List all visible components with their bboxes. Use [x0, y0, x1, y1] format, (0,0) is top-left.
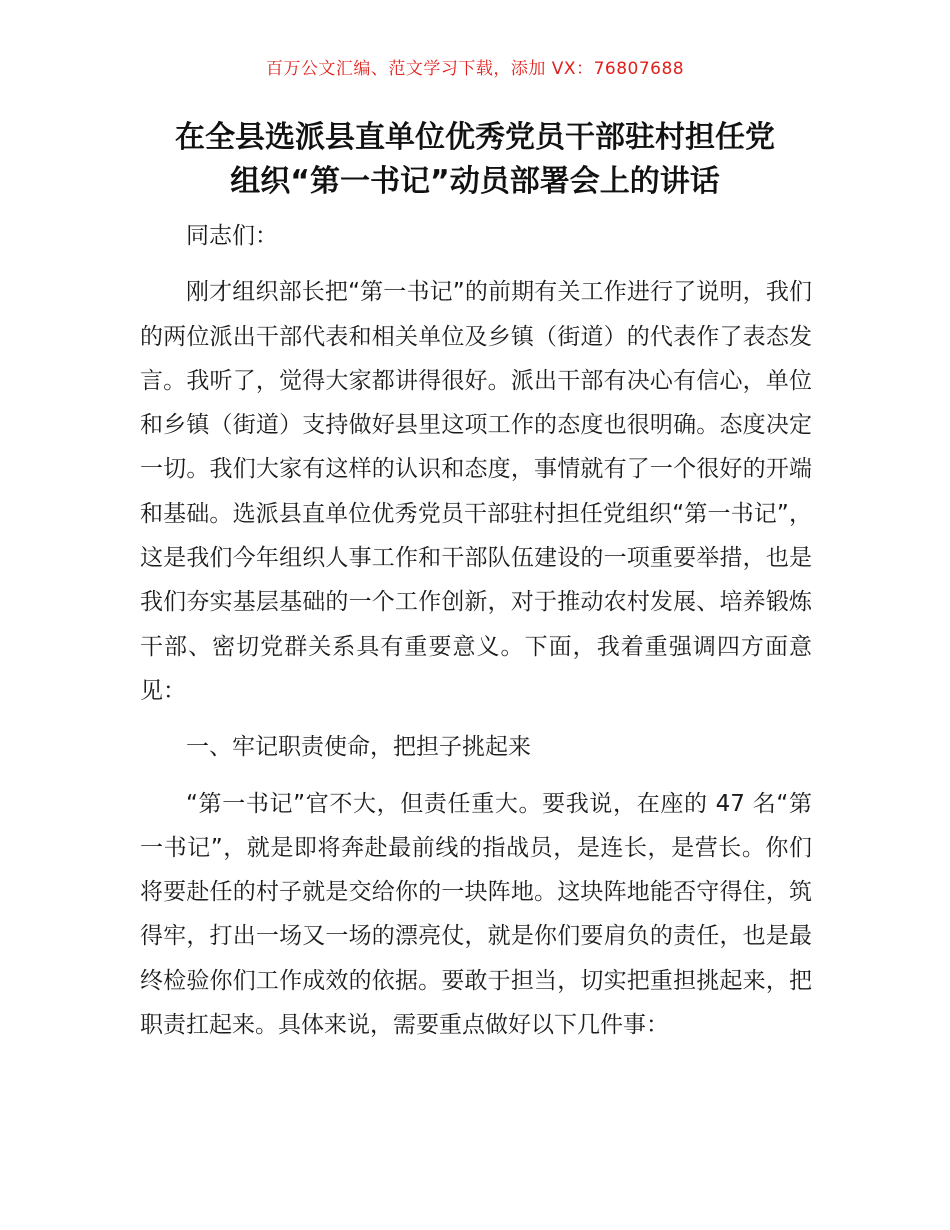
document-title — [140, 116, 810, 204]
header-download-note: 百万公文汇编、范文学习下载，添加 VX：76807688 — [265, 59, 685, 79]
paragraph-1: 刚才组织部长把“第一书记”的前期有关工作进行了说明，我们的两位派出干部代表和相关单位及乡镇（街道）的代表作了表态发言。我听了，觉得大家都讲得很好。派出干部有决心有信心，单位和乡镇（街道）支持做好县里这项工作的态度也很明确。态度决定一切。我们大家有这样的认识和态度，事情就有了一个很好的开端和基础。选派县直单位优秀党员干部驻村担任党组织“第一书记”，这是我们今年组织人事工作和干部队伍建设的一项重要举措，也是我们夯实基层基础的一个工作创新，对于推动农村发展、培养锻炼干部、密切党群关系具有重要意义。下面，我着重强调四方面意见： — [140, 279, 812, 704]
section-1-heading: 一、牢记职责使命，把担子挑起来 — [186, 734, 531, 761]
salutation: 同志们： — [186, 223, 278, 249]
document-body — [140, 214, 812, 1047]
paragraph-2: “第一书记”官不大，但责任重大。要我说，在座的 47 名“第一书记”，就是即将奔赴最前线的指战员，是连长，是营长。你们将要赴任的村子就是交给你的一块阵地。这块阵地能否守得住，筑得牢，打出一场又一场的漂亮仗，就是你们要肩负的责任，也是最终检验你们工作成效的依据。要敢于担当，切实把重担挑起来，把职责扛起来。具体来说，需要重点做好以下几件事： — [140, 790, 812, 1039]
title-line-2: 组织“第一书记”动员部署会上的讲话 — [230, 164, 720, 199]
title-line-1: 在全县选派县直单位优秀党员干部驻村担任党 — [175, 120, 775, 155]
